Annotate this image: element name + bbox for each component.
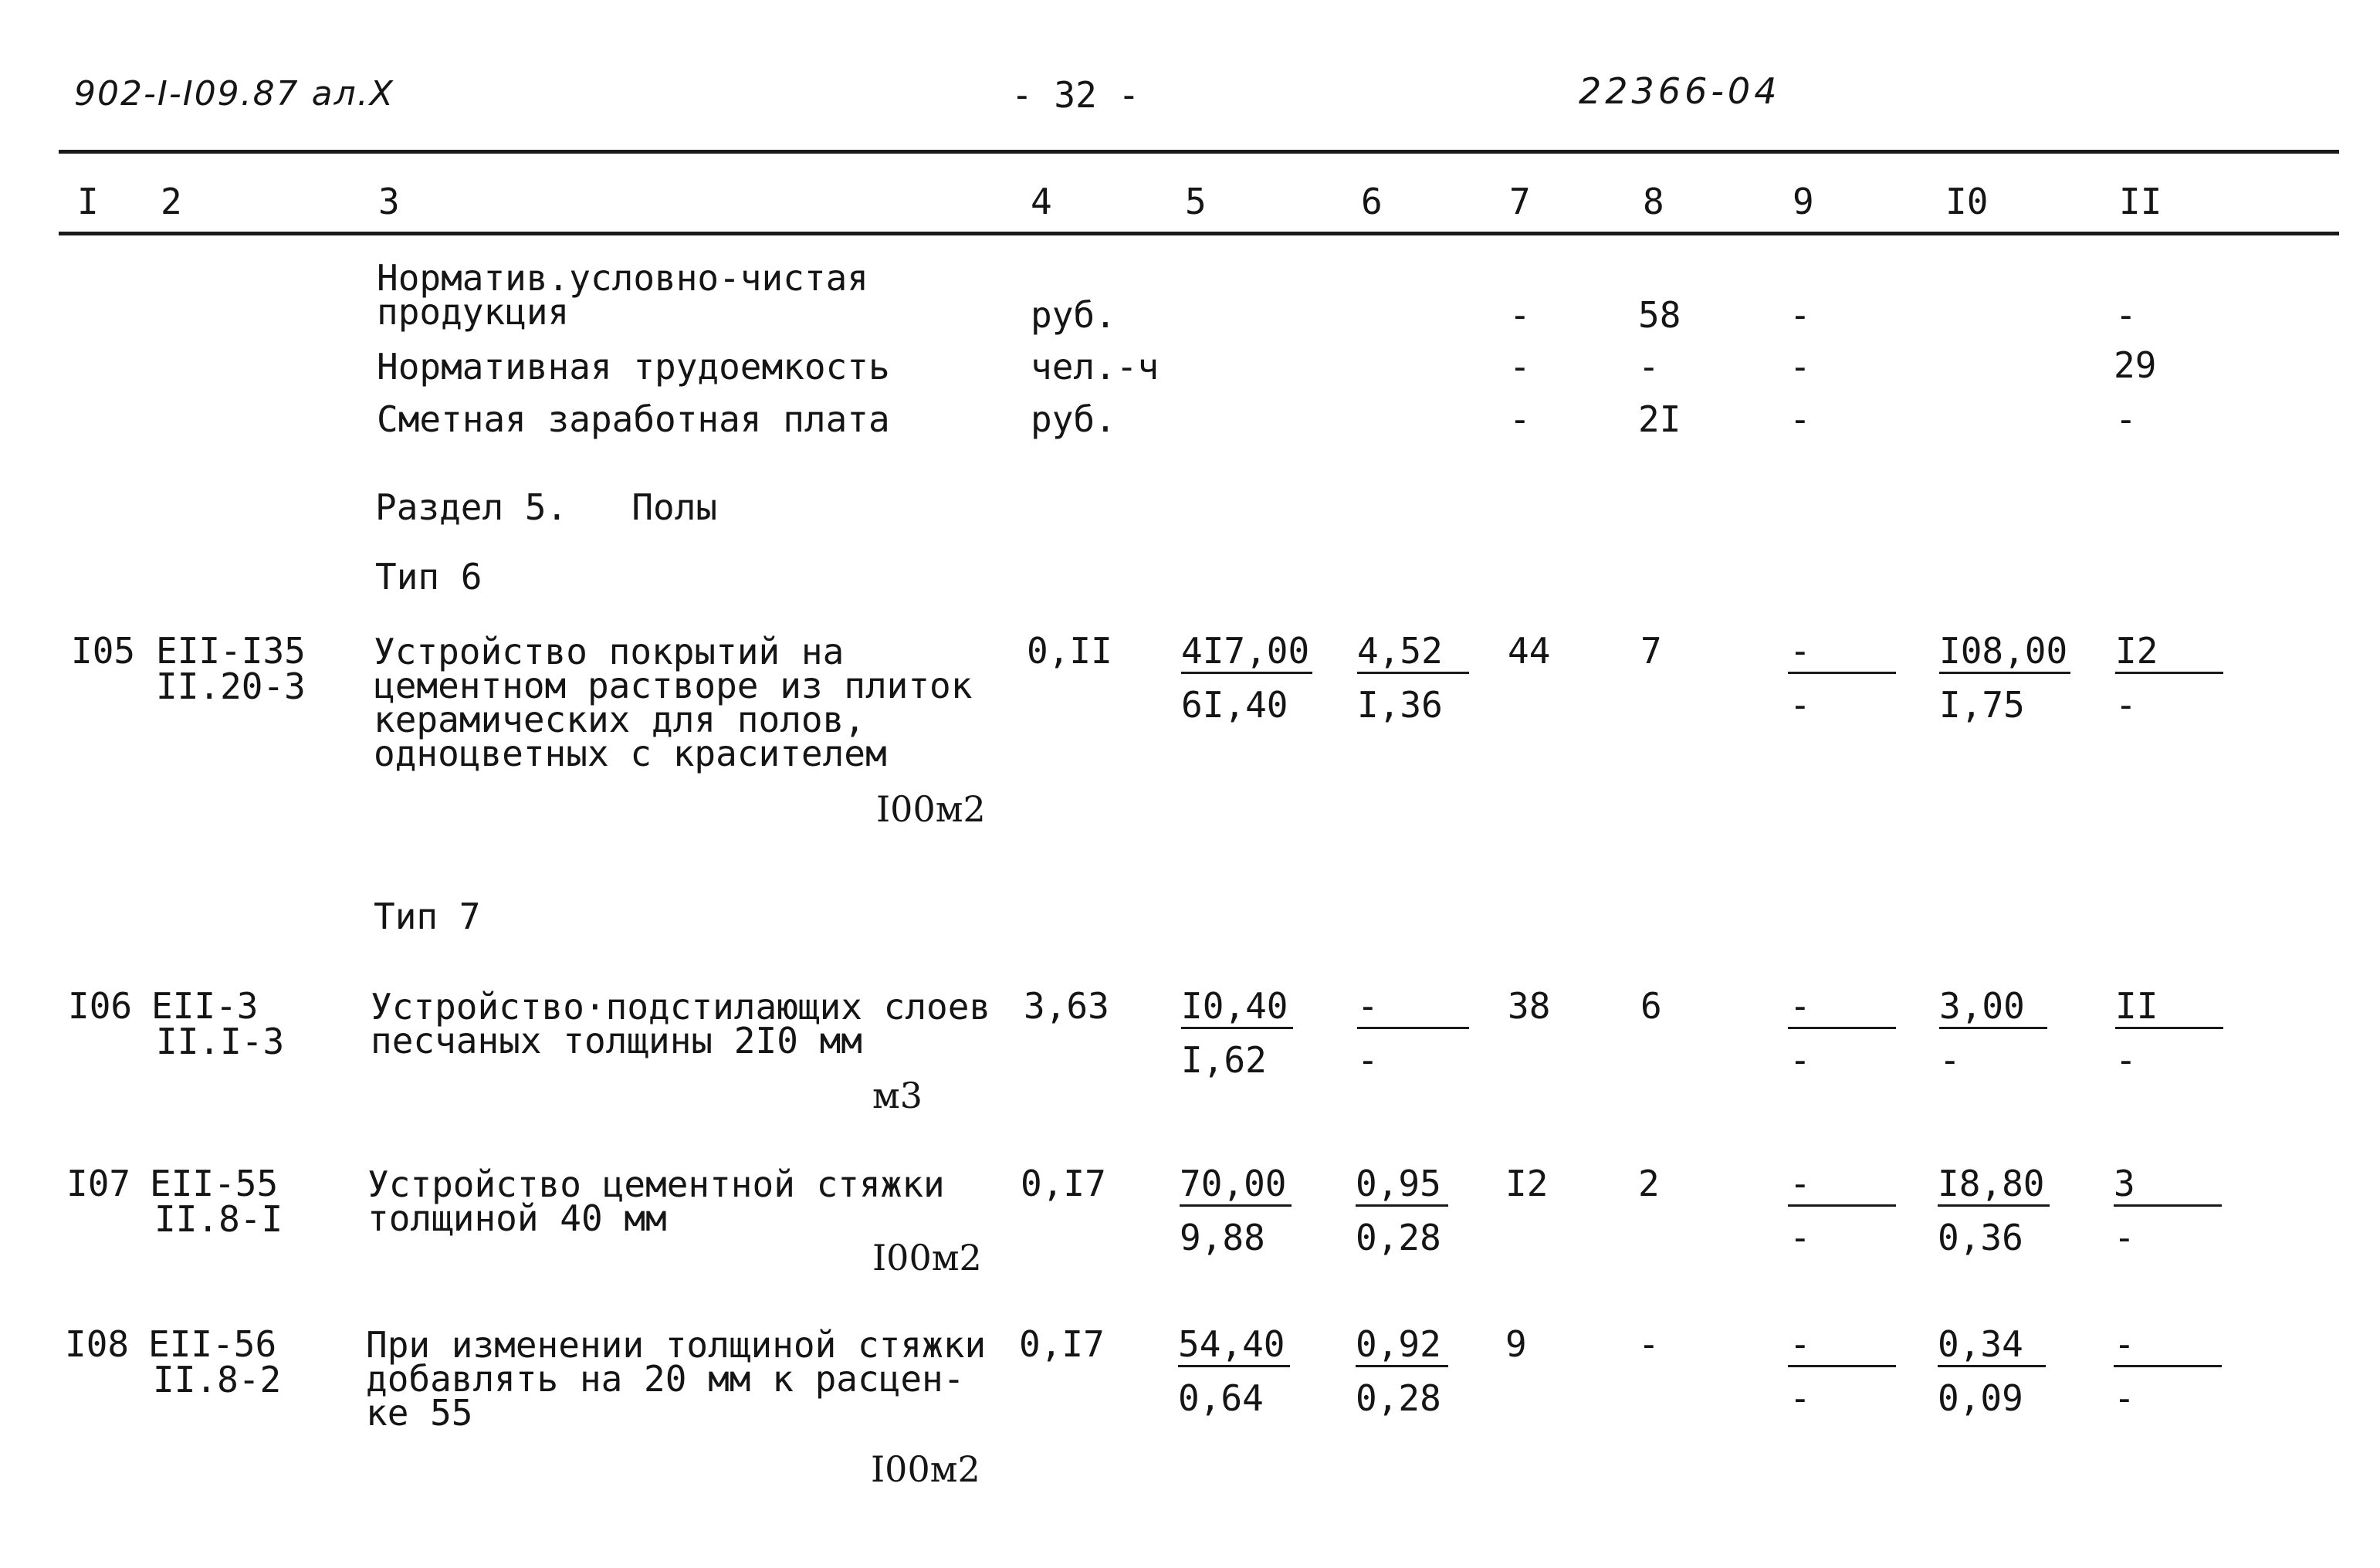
- cell-c5-top: 54,40: [1178, 1323, 1285, 1365]
- item-quantity: 0,I7: [1019, 1323, 1105, 1365]
- cell-c6-bottom: -: [1357, 1039, 1379, 1081]
- summary-c7: -: [1509, 346, 1531, 388]
- cell-c5-bottom: 9,88: [1180, 1217, 1265, 1258]
- cell-c9-top: -: [1789, 1323, 1811, 1365]
- item-code-sub: II.20-3: [156, 665, 306, 707]
- cell-c5-top: 70,00: [1180, 1163, 1287, 1204]
- underline: [1181, 672, 1312, 674]
- cell-c9-top: -: [1789, 630, 1811, 672]
- underline: [2115, 1027, 2223, 1029]
- column-header: 8: [1643, 181, 1664, 222]
- underline: [2115, 672, 2223, 674]
- item-quantity: 0,I7: [1021, 1163, 1106, 1204]
- cell-c5-bottom: 0,64: [1178, 1377, 1264, 1419]
- cell-c9-bottom: -: [1789, 1377, 1811, 1419]
- underline: [1938, 1365, 2046, 1367]
- underline: [1356, 1365, 1448, 1367]
- section-title: Раздел 5. Полы: [375, 486, 718, 528]
- underline: [1357, 1027, 1469, 1029]
- item-description: Устройство покрытий на цементном растворе из плиток керамических для полов, одноцветных с красителем: [374, 631, 973, 775]
- column-header: I: [77, 181, 99, 222]
- summary-unit: руб.: [1031, 294, 1116, 336]
- cell-c11-top: -: [2114, 1323, 2135, 1365]
- cell-c5-top: I0,40: [1181, 985, 1288, 1027]
- summary-c7: -: [1509, 398, 1531, 440]
- summary-c11: 29: [2114, 344, 2157, 386]
- column-header: 9: [1793, 181, 1814, 222]
- cell-c8: 6: [1640, 985, 1662, 1027]
- cell-c6-bottom: I,36: [1357, 684, 1443, 726]
- underline: [1788, 1027, 1896, 1029]
- summary-name: Нормативная трудоемкость: [377, 346, 890, 388]
- item-unit: I00м2: [876, 788, 986, 830]
- item-code-sub: II.I-3: [156, 1021, 285, 1062]
- cell-c10-bottom: -: [1939, 1039, 1961, 1081]
- cell-c11-top: II: [2115, 985, 2158, 1027]
- underline: [1181, 1027, 1293, 1029]
- cell-c10-top: 3,00: [1939, 985, 2025, 1027]
- cell-c6-bottom: 0,28: [1356, 1217, 1441, 1258]
- summary-c9: -: [1789, 346, 1811, 388]
- top-rule: [59, 150, 2339, 154]
- underline: [1788, 672, 1896, 674]
- cell-c10-bottom: I,75: [1939, 684, 2025, 726]
- item-code: EII-I35: [156, 630, 306, 672]
- cell-c10-top: I8,80: [1938, 1163, 2045, 1204]
- item-number: I06: [68, 985, 133, 1027]
- column-header: 4: [1031, 181, 1052, 222]
- cell-c8: 7: [1640, 630, 1662, 672]
- cell-c11-top: I2: [2115, 630, 2158, 672]
- cell-c6-top: 4,52: [1357, 630, 1443, 672]
- summary-unit: чел.-ч: [1031, 346, 1160, 388]
- inventory-number: 22366-04: [1579, 70, 1781, 112]
- cell-c7: I2: [1505, 1163, 1549, 1204]
- underline: [1178, 1365, 1290, 1367]
- item-quantity: 3,63: [1024, 985, 1109, 1027]
- item-code: EII-55: [150, 1163, 279, 1204]
- summary-c8: -: [1638, 346, 1660, 388]
- summary-c9: -: [1789, 294, 1811, 336]
- cell-c11-bottom: -: [2114, 1217, 2135, 1258]
- underline: [1180, 1204, 1292, 1207]
- item-description: Устройство цементной стяжки толщиной 40 мм: [367, 1163, 945, 1240]
- cell-c5-bottom: I,62: [1181, 1039, 1267, 1081]
- cell-c10-top: 0,34: [1938, 1323, 2023, 1365]
- item-code-sub: II.8-2: [153, 1359, 282, 1400]
- cell-c9-bottom: -: [1789, 684, 1811, 726]
- cell-c7: 44: [1508, 630, 1551, 672]
- cell-c8: -: [1638, 1323, 1660, 1365]
- summary-c11: -: [2115, 294, 2137, 336]
- cell-c7: 38: [1508, 985, 1551, 1027]
- summary-c8: 58: [1638, 294, 1681, 336]
- cell-c6-bottom: 0,28: [1356, 1377, 1441, 1419]
- cell-c11-top: 3: [2114, 1163, 2135, 1204]
- column-header: 2: [161, 181, 182, 222]
- cell-c5-top: 4I7,00: [1181, 630, 1310, 672]
- cell-c6-top: 0,92: [1356, 1323, 1441, 1365]
- summary-unit: руб.: [1031, 398, 1116, 440]
- cell-c9-bottom: -: [1789, 1217, 1811, 1258]
- column-header: 3: [378, 181, 400, 222]
- column-header: 7: [1509, 181, 1531, 222]
- underline: [1939, 672, 2070, 674]
- underline: [1788, 1204, 1896, 1207]
- type-heading: Тип 6: [375, 556, 482, 598]
- item-description: Устройство·подстилающих слоев песчаных толщины 2I0 мм: [371, 986, 991, 1062]
- summary-c11: -: [2115, 398, 2137, 440]
- item-number: I07: [66, 1163, 131, 1204]
- summary-name: Норматив.условно-чистая продукция: [377, 257, 868, 334]
- item-description: При изменении толщиной стяжки добавлять на 20 мм к расцен- ке 55: [366, 1324, 987, 1434]
- item-code-sub: II.8-I: [154, 1198, 283, 1240]
- item-number: I05: [71, 630, 136, 672]
- item-unit: I00м2: [871, 1448, 980, 1490]
- summary-name: Сметная заработная плата: [377, 398, 890, 440]
- underline: [1938, 1204, 2050, 1207]
- cell-c9-top: -: [1789, 1163, 1811, 1204]
- underline: [1788, 1365, 1896, 1367]
- cell-c7: 9: [1505, 1323, 1527, 1365]
- cell-c9-top: -: [1789, 985, 1811, 1027]
- underline: [1357, 672, 1469, 674]
- page-number: - 32 -: [1011, 74, 1140, 116]
- cell-c6-top: -: [1357, 985, 1379, 1027]
- cell-c10-bottom: 0,36: [1938, 1217, 2023, 1258]
- cell-c8: 2: [1638, 1163, 1660, 1204]
- cell-c11-bottom: -: [2115, 684, 2137, 726]
- column-header: 5: [1185, 181, 1207, 222]
- type-heading: Тип 7: [374, 896, 481, 937]
- item-number: I08: [65, 1323, 130, 1365]
- underline: [2114, 1204, 2222, 1207]
- summary-c9: -: [1789, 398, 1811, 440]
- column-header: I0: [1945, 181, 1989, 222]
- item-code: EII-56: [148, 1323, 277, 1365]
- cell-c5-bottom: 6I,40: [1181, 684, 1288, 726]
- cell-c6-top: 0,95: [1356, 1163, 1441, 1204]
- doc-code: 902-I-I09.87 ал.X: [74, 74, 394, 113]
- underline: [1939, 1027, 2047, 1029]
- item-unit: I00м2: [872, 1237, 982, 1278]
- cell-c10-bottom: 0,09: [1938, 1377, 2023, 1419]
- column-header: 6: [1361, 181, 1383, 222]
- item-quantity: 0,II: [1027, 630, 1112, 672]
- item-code: EII-3: [151, 985, 259, 1027]
- cell-c10-top: I08,00: [1939, 630, 2068, 672]
- cell-c11-bottom: -: [2115, 1039, 2137, 1081]
- item-unit: м3: [872, 1075, 923, 1116]
- header-rule: [59, 232, 2339, 235]
- summary-c7: -: [1509, 294, 1531, 336]
- cell-c9-bottom: -: [1789, 1039, 1811, 1081]
- column-header: II: [2119, 181, 2162, 222]
- underline: [1356, 1204, 1448, 1207]
- summary-c8: 2I: [1638, 398, 1681, 440]
- underline: [2114, 1365, 2222, 1367]
- cell-c11-bottom: -: [2114, 1377, 2135, 1419]
